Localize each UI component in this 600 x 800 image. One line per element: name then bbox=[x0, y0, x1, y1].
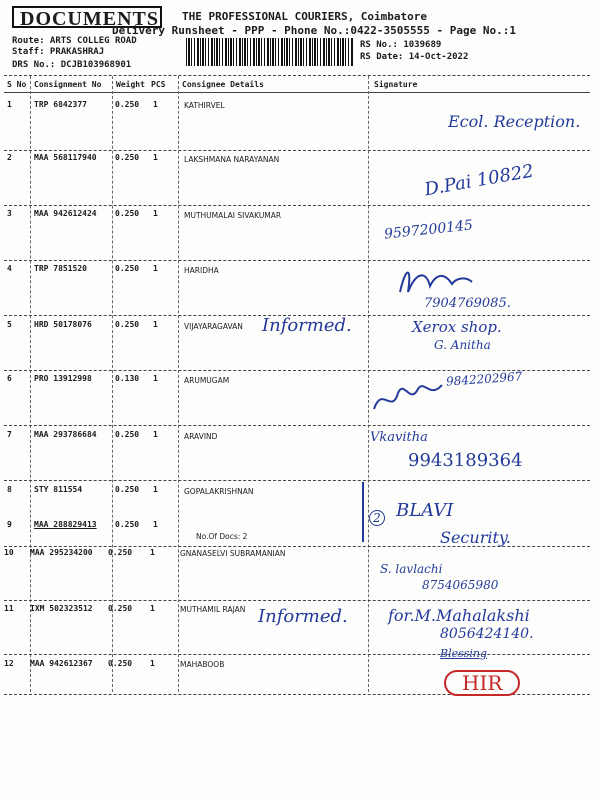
handwritten-informed: Informed. bbox=[262, 315, 352, 336]
row-consignment: HRD 50178076 bbox=[34, 320, 92, 329]
table-header-rule bbox=[4, 92, 590, 93]
row-consignee: VIJAYARAGAVAN bbox=[184, 322, 243, 331]
row-sno: 2 bbox=[7, 153, 12, 162]
row-consignee: GOPALAKRISHNAN bbox=[184, 487, 254, 496]
row-sno: 1 bbox=[7, 100, 12, 109]
row-sno: 12 bbox=[4, 659, 14, 668]
row-consignment: IXM 502323512 bbox=[30, 604, 93, 613]
row-pcs: 1 bbox=[153, 320, 158, 329]
row-pcs: 1 bbox=[153, 430, 158, 439]
row-rule bbox=[4, 205, 590, 206]
row-consignment: MAA 568117940 bbox=[34, 153, 97, 162]
handwritten-reception: Ecol. Reception. bbox=[448, 112, 581, 131]
row-consignment: MAA 295234200 bbox=[30, 548, 93, 557]
row-consignment: TRP 6842377 bbox=[34, 100, 87, 109]
row-sno: 6 bbox=[7, 374, 12, 383]
docs-count-note: No.Of Docs: 2 bbox=[196, 532, 248, 541]
row-sno: 9 bbox=[7, 520, 12, 529]
row-consignment: TRP 7851520 bbox=[34, 264, 87, 273]
row-consignment: MAA 942612367 bbox=[30, 659, 93, 668]
handwritten-phone: 8754065980 bbox=[422, 578, 499, 592]
row-pcs: 1 bbox=[153, 209, 158, 218]
row-consignee: ARAVIND bbox=[184, 432, 218, 441]
row-rule bbox=[4, 600, 590, 601]
handwritten-circled-number: 2 bbox=[369, 510, 385, 526]
row-consignee: LAKSHMANA NARAYANAN bbox=[184, 155, 280, 164]
row-pcs: 1 bbox=[153, 374, 158, 383]
staff-label: Staff: PRAKASHRAJ bbox=[12, 47, 105, 57]
row-weight: 0.250 bbox=[115, 264, 140, 273]
row-consignee: ARUMUGAM bbox=[184, 376, 230, 385]
row-weight: 0.250 bbox=[108, 548, 133, 557]
row-sno: 5 bbox=[7, 320, 12, 329]
row-pcs: 1 bbox=[150, 659, 155, 668]
rs-date: RS Date: 14-Oct-2022 bbox=[360, 52, 469, 62]
row-pcs: 1 bbox=[153, 153, 158, 162]
handwritten-name: G. Anitha bbox=[434, 338, 491, 352]
handwritten-xerox-shop: Xerox shop. bbox=[412, 318, 502, 336]
row-weight: 0.250 bbox=[115, 320, 140, 329]
row-weight: 0.250 bbox=[108, 659, 133, 668]
row-sno: 4 bbox=[7, 264, 12, 273]
row-consignment: MAA 293786684 bbox=[34, 430, 97, 439]
handwritten-name: BLAVI bbox=[396, 500, 454, 521]
row-weight: 0.250 bbox=[115, 520, 140, 529]
row-sno: 10 bbox=[4, 548, 14, 557]
company-title: THE PROFESSIONAL COURIERS, Coimbatore bbox=[182, 10, 428, 23]
row-consignment: MAA 288829413 bbox=[34, 520, 97, 529]
handwritten-phone: 9842202967 bbox=[445, 369, 523, 389]
handwritten-name: Vkavitha bbox=[370, 430, 428, 445]
row-pcs: 1 bbox=[153, 264, 158, 273]
handwritten-phone: 9597200145 bbox=[383, 217, 474, 243]
row-consignee: MAHABOOB bbox=[180, 660, 225, 669]
row-rule bbox=[4, 425, 590, 426]
row-weight: 0.250 bbox=[115, 153, 140, 162]
header-pcs: PCS bbox=[151, 80, 166, 89]
row-weight: 0.130 bbox=[115, 374, 140, 383]
row-consignee: HARIDHA bbox=[184, 266, 219, 275]
row-sno: 3 bbox=[7, 209, 12, 218]
row-weight: 0.250 bbox=[115, 485, 140, 494]
row-pcs: 1 bbox=[153, 520, 158, 529]
row-rule bbox=[4, 654, 590, 655]
row-consignee: GNANASELVI SUBRAMANIAN bbox=[180, 549, 286, 558]
header-consignee: Consignee Details bbox=[182, 80, 264, 89]
handwritten-blessing: Blessing bbox=[440, 647, 488, 660]
drs-number: DRS No.: DCJB103968901 bbox=[12, 60, 132, 70]
row-consignment: MAA 942612424 bbox=[34, 209, 97, 218]
handwritten-security: Security. bbox=[440, 528, 511, 547]
handwritten-informed: Informed. bbox=[258, 606, 348, 627]
row-consignee: MUTHUMALAI SIVAKUMAR bbox=[184, 211, 282, 220]
documents-stamp: DOCUMENTS bbox=[12, 6, 162, 28]
runsheet-subtitle: Delivery Runsheet - PPP - Phone No.:0422-3505555 - Page No.:1 bbox=[112, 24, 516, 37]
handwritten-signature-scrawl bbox=[368, 375, 448, 419]
handwritten-phone: 9943189364 bbox=[408, 450, 523, 471]
row-consignment: PRO 13912998 bbox=[34, 374, 92, 383]
row-pcs: 1 bbox=[153, 100, 158, 109]
row-pcs: 1 bbox=[153, 485, 158, 494]
header-signature: Signature bbox=[374, 80, 418, 89]
row-weight: 0.250 bbox=[115, 209, 140, 218]
handwritten-signature: D.Pai 10822 bbox=[423, 160, 536, 201]
row-pcs: 1 bbox=[150, 604, 155, 613]
row-rule bbox=[4, 150, 590, 151]
handwritten-phone: 7904769085. bbox=[424, 296, 511, 311]
row-rule bbox=[4, 480, 590, 481]
barcode bbox=[186, 38, 354, 66]
handwritten-name: S. lavlachi bbox=[380, 562, 443, 576]
row-weight: 0.250 bbox=[115, 430, 140, 439]
handwritten-name: for.M.Mahalakshi bbox=[388, 606, 530, 625]
rs-number: RS No.: 1039689 bbox=[360, 40, 442, 50]
route-label: Route: ARTS COLLEG ROAD bbox=[12, 36, 137, 46]
row-consignee: MUTHAMIL RAJAN bbox=[180, 605, 246, 614]
handwritten-bracket bbox=[362, 482, 364, 542]
red-ink-mark: HIR bbox=[444, 670, 520, 696]
header-consignment: Consignment No bbox=[34, 80, 102, 89]
row-sno: 7 bbox=[7, 430, 12, 439]
row-sno: 8 bbox=[7, 485, 12, 494]
header-sno: S No bbox=[7, 80, 27, 89]
row-sno: 11 bbox=[4, 604, 14, 613]
header-weight: Weight bbox=[116, 80, 145, 89]
row-weight: 0.250 bbox=[115, 100, 140, 109]
row-weight: 0.250 bbox=[108, 604, 133, 613]
table-top-rule bbox=[4, 75, 590, 76]
row-consignment: STY 811554 bbox=[34, 485, 83, 494]
row-consignee: KATHIRVEL bbox=[184, 101, 225, 110]
row-rule bbox=[4, 260, 590, 261]
handwritten-phone: 8056424140. bbox=[440, 626, 534, 642]
row-pcs: 1 bbox=[150, 548, 155, 557]
